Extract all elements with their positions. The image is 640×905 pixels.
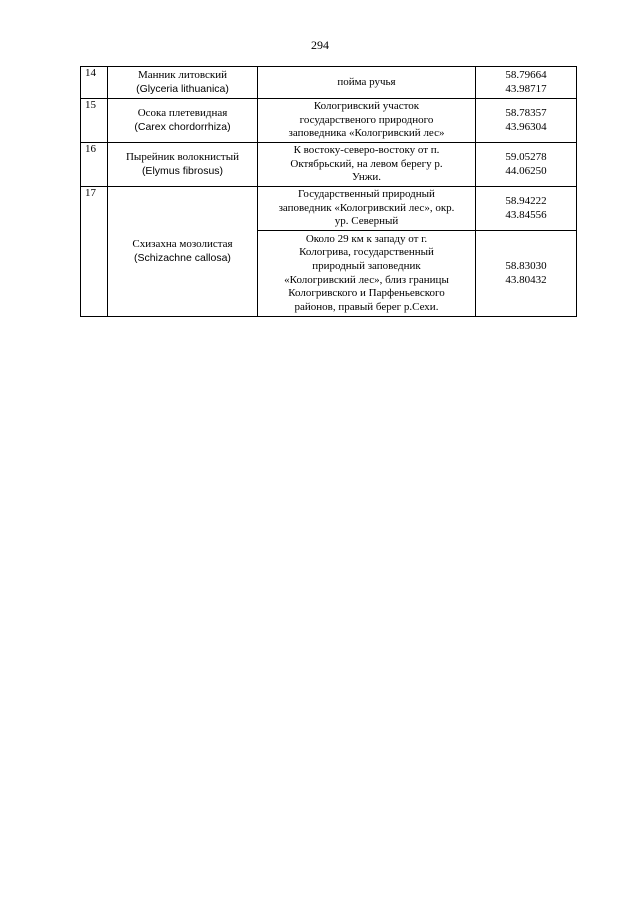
coordinates-cell [476,187,577,231]
row-number: 17 [81,187,108,317]
coordinates-cell [476,143,577,187]
table-row [81,143,577,187]
latitude: 58.83030 [505,259,547,272]
row-number: 15 [81,99,108,143]
row-number: 16 [81,143,108,187]
species-cell [108,99,258,143]
longitude: 44.06250 [505,164,547,177]
location-cell [258,99,476,143]
location-line: Октябрьский, на левом берегу р. [290,157,443,170]
location-line: природный заповедник [312,259,421,272]
location-line: ур. Северный [334,215,399,228]
location-line: «Кологривский лес», близ границы [284,273,449,286]
species-cell [108,143,258,187]
species-name-ru: Осока плетевидная [137,106,228,119]
longitude: 43.98717 [505,82,547,95]
location-cell [258,187,476,231]
coordinates-cell [476,67,577,99]
longitude: 43.96304 [505,120,547,133]
latitude: 59.05278 [505,150,547,163]
page-number: 294 [311,38,329,52]
location-line: Унжи. [352,171,381,184]
species-cell [108,67,258,99]
longitude: 43.84556 [505,208,547,221]
species-name-lat: (Elymus fibrosus) [141,164,224,177]
row-number: 14 [81,67,108,99]
location-cell [258,231,476,317]
table-row [81,187,577,231]
location-line: заповедник «Кологривский лес», окр. [278,201,455,214]
location-line: районов, правый берег р.Сехи. [294,300,439,313]
species-name-lat: (Carex chordorrhiza) [134,120,231,133]
location-line: Государственный природный [298,188,435,201]
location-line: заповедника «Кологривский лес» [288,127,445,140]
location-line: Кологрива, государственный [299,246,434,259]
species-name-lat: (Schizachne callosa) [134,251,231,264]
species-name-ru: Схизахна мозолистая [132,237,233,250]
species-name-ru: Пырейник волокнистый [125,150,240,163]
table-row [81,67,577,99]
species-name-lat: (Glyceria lithuanica) [136,82,229,95]
location-line: Около 29 км к западу от г. [305,232,428,245]
species-cell [108,187,258,317]
location-line: Кологривский участок [313,100,420,113]
location-line: государственого природного [299,113,434,126]
location-line: пойма ручья [337,75,396,88]
location-line: К востоку-северо-востоку от п. [293,144,440,157]
table-row [81,99,577,143]
latitude: 58.78357 [505,106,547,119]
coordinates-cell [476,99,577,143]
location-line: Кологривского и Парфеньевского [288,287,445,300]
latitude: 58.79664 [505,68,547,81]
longitude: 43.80432 [505,273,547,286]
location-cell [258,143,476,187]
location-cell [258,67,476,99]
coordinates-cell [476,231,577,317]
species-name-ru: Манник литовский [137,68,228,81]
species-table [80,66,577,317]
latitude: 58.94222 [505,194,547,207]
